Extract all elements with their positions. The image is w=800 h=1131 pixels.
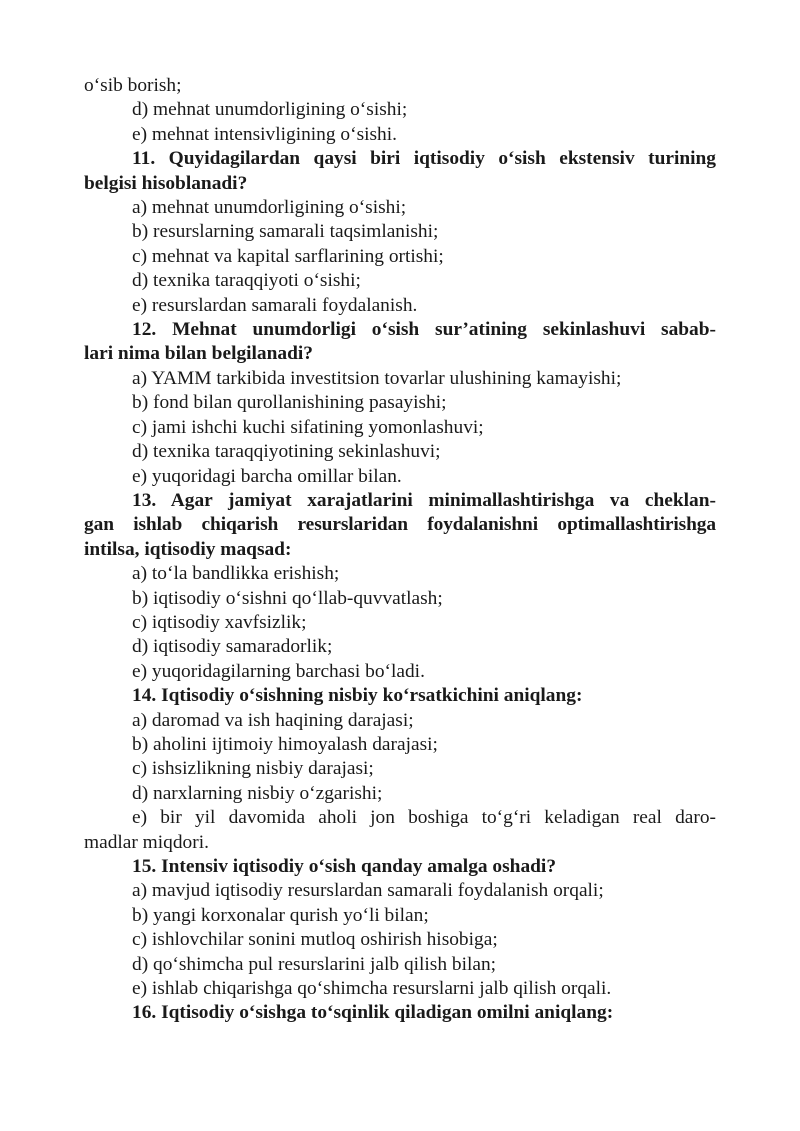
question-14-answer-c: c) ishsizlikning nisbiy darajasi; <box>132 758 374 780</box>
question-12-line-2: lari nima bilan belgilanadi? <box>84 343 313 365</box>
question-11-answer-c: c) mehnat va kapital sarflarining ortishi; <box>132 245 444 267</box>
question-11-answer-b: b) resurslarning samarali taqsimlanishi; <box>132 221 439 243</box>
question-15-answer-d: d) qo‘shimcha pul resurslarini jalb qilish bilan; <box>132 953 497 975</box>
question-11-answer-d: d) texnika taraqqiyoti o‘sishi; <box>132 270 361 292</box>
prev-answer-d: d) mehnat unumdorligining o‘sishi; <box>132 99 408 121</box>
question-12-answer-d: d) texnika taraqqiyotining sekinlashuvi; <box>132 441 441 463</box>
question-15-answer-b: b) yangi korxonalar qurish yo‘li bilan; <box>132 904 429 926</box>
question-14-answer-e-line-2: madlar miqdori. <box>84 831 209 853</box>
prev-answer-continuation: o‘sib borish; <box>84 75 182 96</box>
question-13-answer-a: a) to‘la bandlikka erishish; <box>132 563 340 585</box>
question-12-answer-b: b) fond bilan qurollanishining pasayishi; <box>132 392 447 414</box>
question-13-answer-b: b) iqtisodiy o‘sishni qo‘llab-quvvatlash; <box>132 587 443 609</box>
question-15-answer-a: a) mavjud iqtisodiy resurslardan samarali foydalanish orqali; <box>132 880 604 902</box>
question-15-answer-e: e) ishlab chiqarishga qo‘shimcha resurslarni jalb qilish orqali. <box>132 978 612 1000</box>
question-16-line-1: 16. Iqtisodiy o‘sishga to‘sqinlik qiladigan omilni aniqlang: <box>132 1002 614 1024</box>
question-13-line-3: intilsa, iqtisodiy maqsad: <box>84 538 292 560</box>
question-12-answer-a: a) YAMM tarkibida investitsion tovarlar ulushining kamayishi; <box>132 367 622 389</box>
question-13-line-2: gan ishlab chiqarish resurslaridan foydalanishni optimallashtirishga <box>84 514 716 536</box>
question-14-answer-e-line-1: e) bir yil davomida aholi jon boshiga to‘g‘ri keladigan real daro- <box>132 807 716 829</box>
question-11-answer-e: e) resurslardan samarali foydalanish. <box>132 294 418 316</box>
question-13-answer-d: d) iqtisodiy samaradorlik; <box>132 636 333 658</box>
question-11-line-2: belgisi hisoblanadi? <box>84 172 248 194</box>
question-14-answer-d: d) narxlarning nisbiy o‘zgarishi; <box>132 782 383 804</box>
question-13-line-1: 13. Agar jamiyat xarajatlarini minimallashtirishga va cheklan- <box>132 489 716 511</box>
question-12-line-1: 12. Mehnat unumdorligi o‘sish sur’atining sekinlashuvi sabab- <box>132 319 716 341</box>
question-15-answer-c: c) ishlovchilar sonini mutloq oshirish hisobiga; <box>132 929 498 951</box>
question-14-answer-b: b) aholini ijtimoiy himoyalash darajasi; <box>132 733 438 755</box>
question-15-line-1: 15. Intensiv iqtisodiy o‘sish qanday amalga oshadi? <box>132 856 557 877</box>
question-12-answer-e: e) yuqoridagi barcha omillar bilan. <box>132 465 402 487</box>
question-13-answer-e: e) yuqoridagilarning barchasi bo‘ladi. <box>132 660 425 682</box>
question-11-answer-a: a) mehnat unumdorligining o‘sishi; <box>132 197 407 219</box>
question-12-answer-c: c) jami ishchi kuchi sifatining yomonlashuvi; <box>132 416 484 438</box>
question-14-line-1: 14. Iqtisodiy o‘sishning nisbiy ko‘rsatkichini aniqlang: <box>132 685 583 707</box>
question-11-line-1: 11. Quyidagilardan qaysi biri iqtisodiy o‘sish ekstensiv turining <box>132 148 716 170</box>
document-page <box>84 74 716 1026</box>
question-13-answer-c: c) iqtisodiy xavfsizlik; <box>132 611 307 633</box>
question-14-answer-a: a) daromad va ish haqining darajasi; <box>132 709 414 731</box>
prev-answer-e: e) mehnat intensivligining o‘sishi. <box>132 123 397 145</box>
